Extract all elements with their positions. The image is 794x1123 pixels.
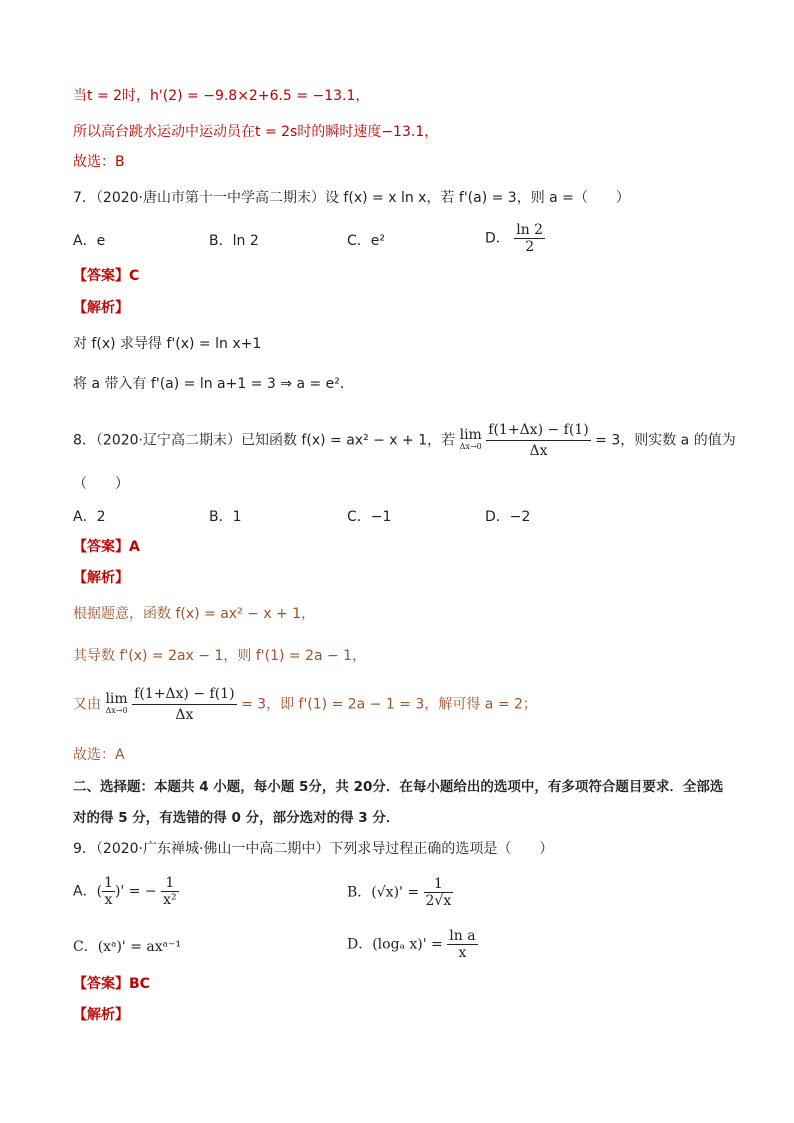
q7-analysis-heading: 【解析】 — [73, 300, 129, 316]
q8-limit-subscript: Δx→0 — [459, 441, 482, 451]
q8-option-a: A．2 — [73, 509, 106, 525]
q9-option-d — [347, 928, 478, 961]
q8-difference-quotient — [486, 420, 590, 461]
q7-option-a: A．e — [73, 233, 106, 249]
q8-solution-limit-subscript: Δx→0 — [105, 705, 128, 715]
q8-limit — [459, 426, 482, 453]
q7-option-d-denominator: 2 — [525, 239, 535, 255]
q9-option-a-lhs-denominator: x — [104, 892, 113, 908]
q8-solution-quotient-denominator: Δx — [175, 707, 194, 723]
q8-quotient-numerator: f(1+Δx) − f(1) — [486, 420, 590, 441]
q9-option-a — [73, 875, 179, 908]
q8-solution-line-3 — [73, 684, 537, 725]
q7-answer: 【答案】C — [73, 268, 140, 284]
q9-option-a-open-paren: ( — [96, 883, 103, 900]
q8-solution-line-2: 其导数 f'(x) = 2ax − 1，则 f'(1) = 2a − 1， — [73, 648, 367, 664]
q7-option-d-fraction — [514, 222, 545, 255]
q8-solution-limit-operator: lim — [105, 690, 128, 707]
q9-option-a-rhs-numerator: 1 — [161, 875, 179, 892]
q8-option-d: D．−2 — [485, 509, 531, 525]
q9-option-d-lhs: D．(logₐ x)' = — [347, 936, 443, 953]
q9-option-d-denominator: x — [458, 945, 467, 961]
q9-stem: 9．（2020·广东禅城·佛山一中高二期中）下列求导过程正确的选项是（ ） — [73, 841, 554, 857]
q7-solution-line-1: 对 f(x) 求导得 f'(x) = ln x+1 — [73, 336, 262, 352]
prev-solution-line-2: 所以高台跳水运动中运动员在t = 2s时的瞬时速度−13.1， — [73, 124, 439, 140]
q8-solution-quotient — [132, 684, 236, 725]
q7-solution-line-2: 将 a 带入有 f'(a) = ln a+1 = 3 ⇒ a = e²． — [73, 376, 354, 392]
q8-stem-suffix: = 3，则实数 a 的值为 — [595, 432, 736, 449]
q8-answer-parens: （ ） — [73, 476, 129, 492]
q9-option-a-middle: )' = − — [114, 883, 157, 900]
q9-option-b-lhs: B．(√x)' = — [347, 884, 420, 901]
q8-solution-quotient-numerator: f(1+Δx) − f(1) — [132, 684, 236, 705]
q9-option-d-fraction — [447, 928, 477, 961]
q9-option-a-label: A． — [73, 883, 97, 900]
q9-answer: 【答案】BC — [73, 976, 150, 992]
prev-solution-line-1: 当t = 2时，h'(2) = −9.8×2+6.5 = −13.1， — [73, 88, 370, 104]
q8-quotient-denominator: Δx — [529, 443, 548, 459]
q9-option-b-numerator: 1 — [424, 876, 454, 893]
q8-answer: 【答案】A — [73, 539, 140, 555]
q7-option-d-numerator: ln 2 — [516, 222, 544, 238]
q8-option-b: B．1 — [209, 509, 242, 525]
q9-analysis-heading: 【解析】 — [73, 1007, 129, 1023]
q9-option-a-lhs-numerator: 1 — [104, 875, 113, 891]
q8-stem-prefix: 8．（2020·辽宁高二期末）已知函数 f(x) = ax² − x + 1，若 — [73, 432, 456, 449]
q8-option-c: C．−1 — [347, 509, 392, 525]
q9-option-a-rhs-fraction — [161, 875, 179, 908]
q8-solution-limit — [105, 690, 128, 717]
q8-solution-line-4: 故选：A — [73, 747, 125, 763]
q8-analysis-heading: 【解析】 — [73, 570, 129, 586]
q7-option-d-label: D． — [485, 230, 510, 247]
q9-option-d-numerator: ln a — [449, 928, 476, 944]
q8-solution-line-1: 根据题意，函数 f(x) = ax² − x + 1， — [73, 606, 316, 622]
q8-stem — [73, 420, 736, 461]
prev-solution-line-3: 故选：B — [73, 154, 125, 170]
q9-option-b — [347, 876, 453, 909]
q7-option-c: C．e² — [347, 233, 386, 249]
q9-option-c: C．(xᵃ)' = axᵃ⁻¹ — [73, 939, 182, 955]
q7-option-b: B．ln 2 — [209, 233, 259, 249]
section-2-heading-line-2: 对的得 5 分，有选错的得 0 分，部分选对的得 3 分． — [73, 810, 400, 826]
q7-option-d — [485, 222, 545, 255]
q9-option-b-fraction — [424, 876, 454, 909]
q9-option-b-denominator: 2√x — [425, 893, 452, 909]
q7-stem: 7．（2020·唐山市第十一中学高二期末）设 f(x) = x ln x，若 f'(a) = 3，则 a =（ ） — [73, 190, 630, 206]
q8-solution-line-3-prefix: 又由 — [73, 696, 101, 713]
q8-solution-line-3-suffix: = 3，即 f'(1) = 2a − 1 = 3，解可得 a = 2； — [241, 696, 537, 713]
q9-option-a-rhs-denominator: x² — [163, 892, 177, 908]
section-2-heading-line-1: 二、选择题：本题共 4 小题，每小题 5分，共 20分．在每小题给出的选项中，有多项符合题目要求．全部选 — [73, 779, 724, 795]
q9-option-a-lhs-fraction — [102, 875, 115, 908]
q8-limit-operator: lim — [459, 426, 482, 443]
